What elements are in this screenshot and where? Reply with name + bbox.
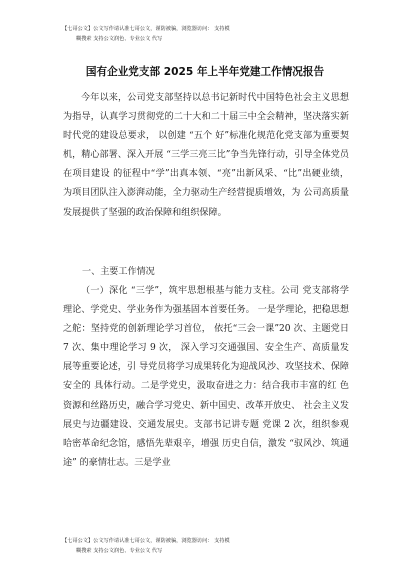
page-footer-note [62,536,362,556]
section-heading-text: 一、主要工作情况 [82,267,155,277]
header-note-line-2: 糊搜索 支持公文润色、专业公文 代写 [76,36,163,42]
intro-paragraph [63,89,349,223]
section-paragraph-text: （一）深化 “三学”，筑牢思想根基与能力支柱。公司 党支部将学理论、学党史、学业务作为强基固本首要任务。 一是学理论，把稳思想之舵：坚持党的创新理论学习首位， 依托“三会一课”20 次、主题党日 7 次、集中理论学习 9 次， 深入学习交通强国、安全生产、高质量发展等重要论述，引 导党员将学习成果转化为迎战风沙、攻坚技术、保障安全的 具体行动。二是学党史，汲取奋进之力：结合我市丰富的红 色资源和丝路历史，融合学习党史、新中国史、改革开放史、 社会主义发展史与边疆建设、交通发展史。支部书记讲专题 党课 2 次，组织参观哈密革命纪念馆，感悟先辈艰辛，增强 历史自信，激发 “驭风沙、筑通途” 的豪情壮志。三是学业 [63,286,349,468]
page-header-note [62,24,362,44]
header-note-line-1: 【七哥公文】公文写作请认准七哥公文，谨防被骗，浏览器访问： 支持模 [62,26,230,32]
section-paragraph [63,282,349,473]
footer-note-line-1: 【七哥公文】公文写作请认准七哥公文，谨防被骗，浏览器访问： 支持模 [62,538,230,544]
document-title: 国有企业党支部 2025 年上半年党建工作情况报告 [85,66,325,78]
intro-paragraph-text: 今年以来，公司党支部坚持以总书记新时代中国特色社会主义思想为指导，认真学习贯彻党的二十大和二十届三中全会精神，坚决落实新时代党的建设总要求， 以创建 “五个 好”标准化规范化党支部为重要契机，精心部署、深入开展 “三学三亮三比”争当先锋行动，引导全体党员在项目建设 的征程中“学”出真本领、“亮”出新风采、“比”出硬业绩， 为项目团队注入澎湃动能，全力驱动生产经营提质增效，为 公司高质量发展提供了坚强的政治保障和组织保障。 [63,93,349,218]
section-heading [82,263,342,282]
footer-note-line-2: 糊搜索 支持公文润色、专业公文 代写 [76,548,163,554]
